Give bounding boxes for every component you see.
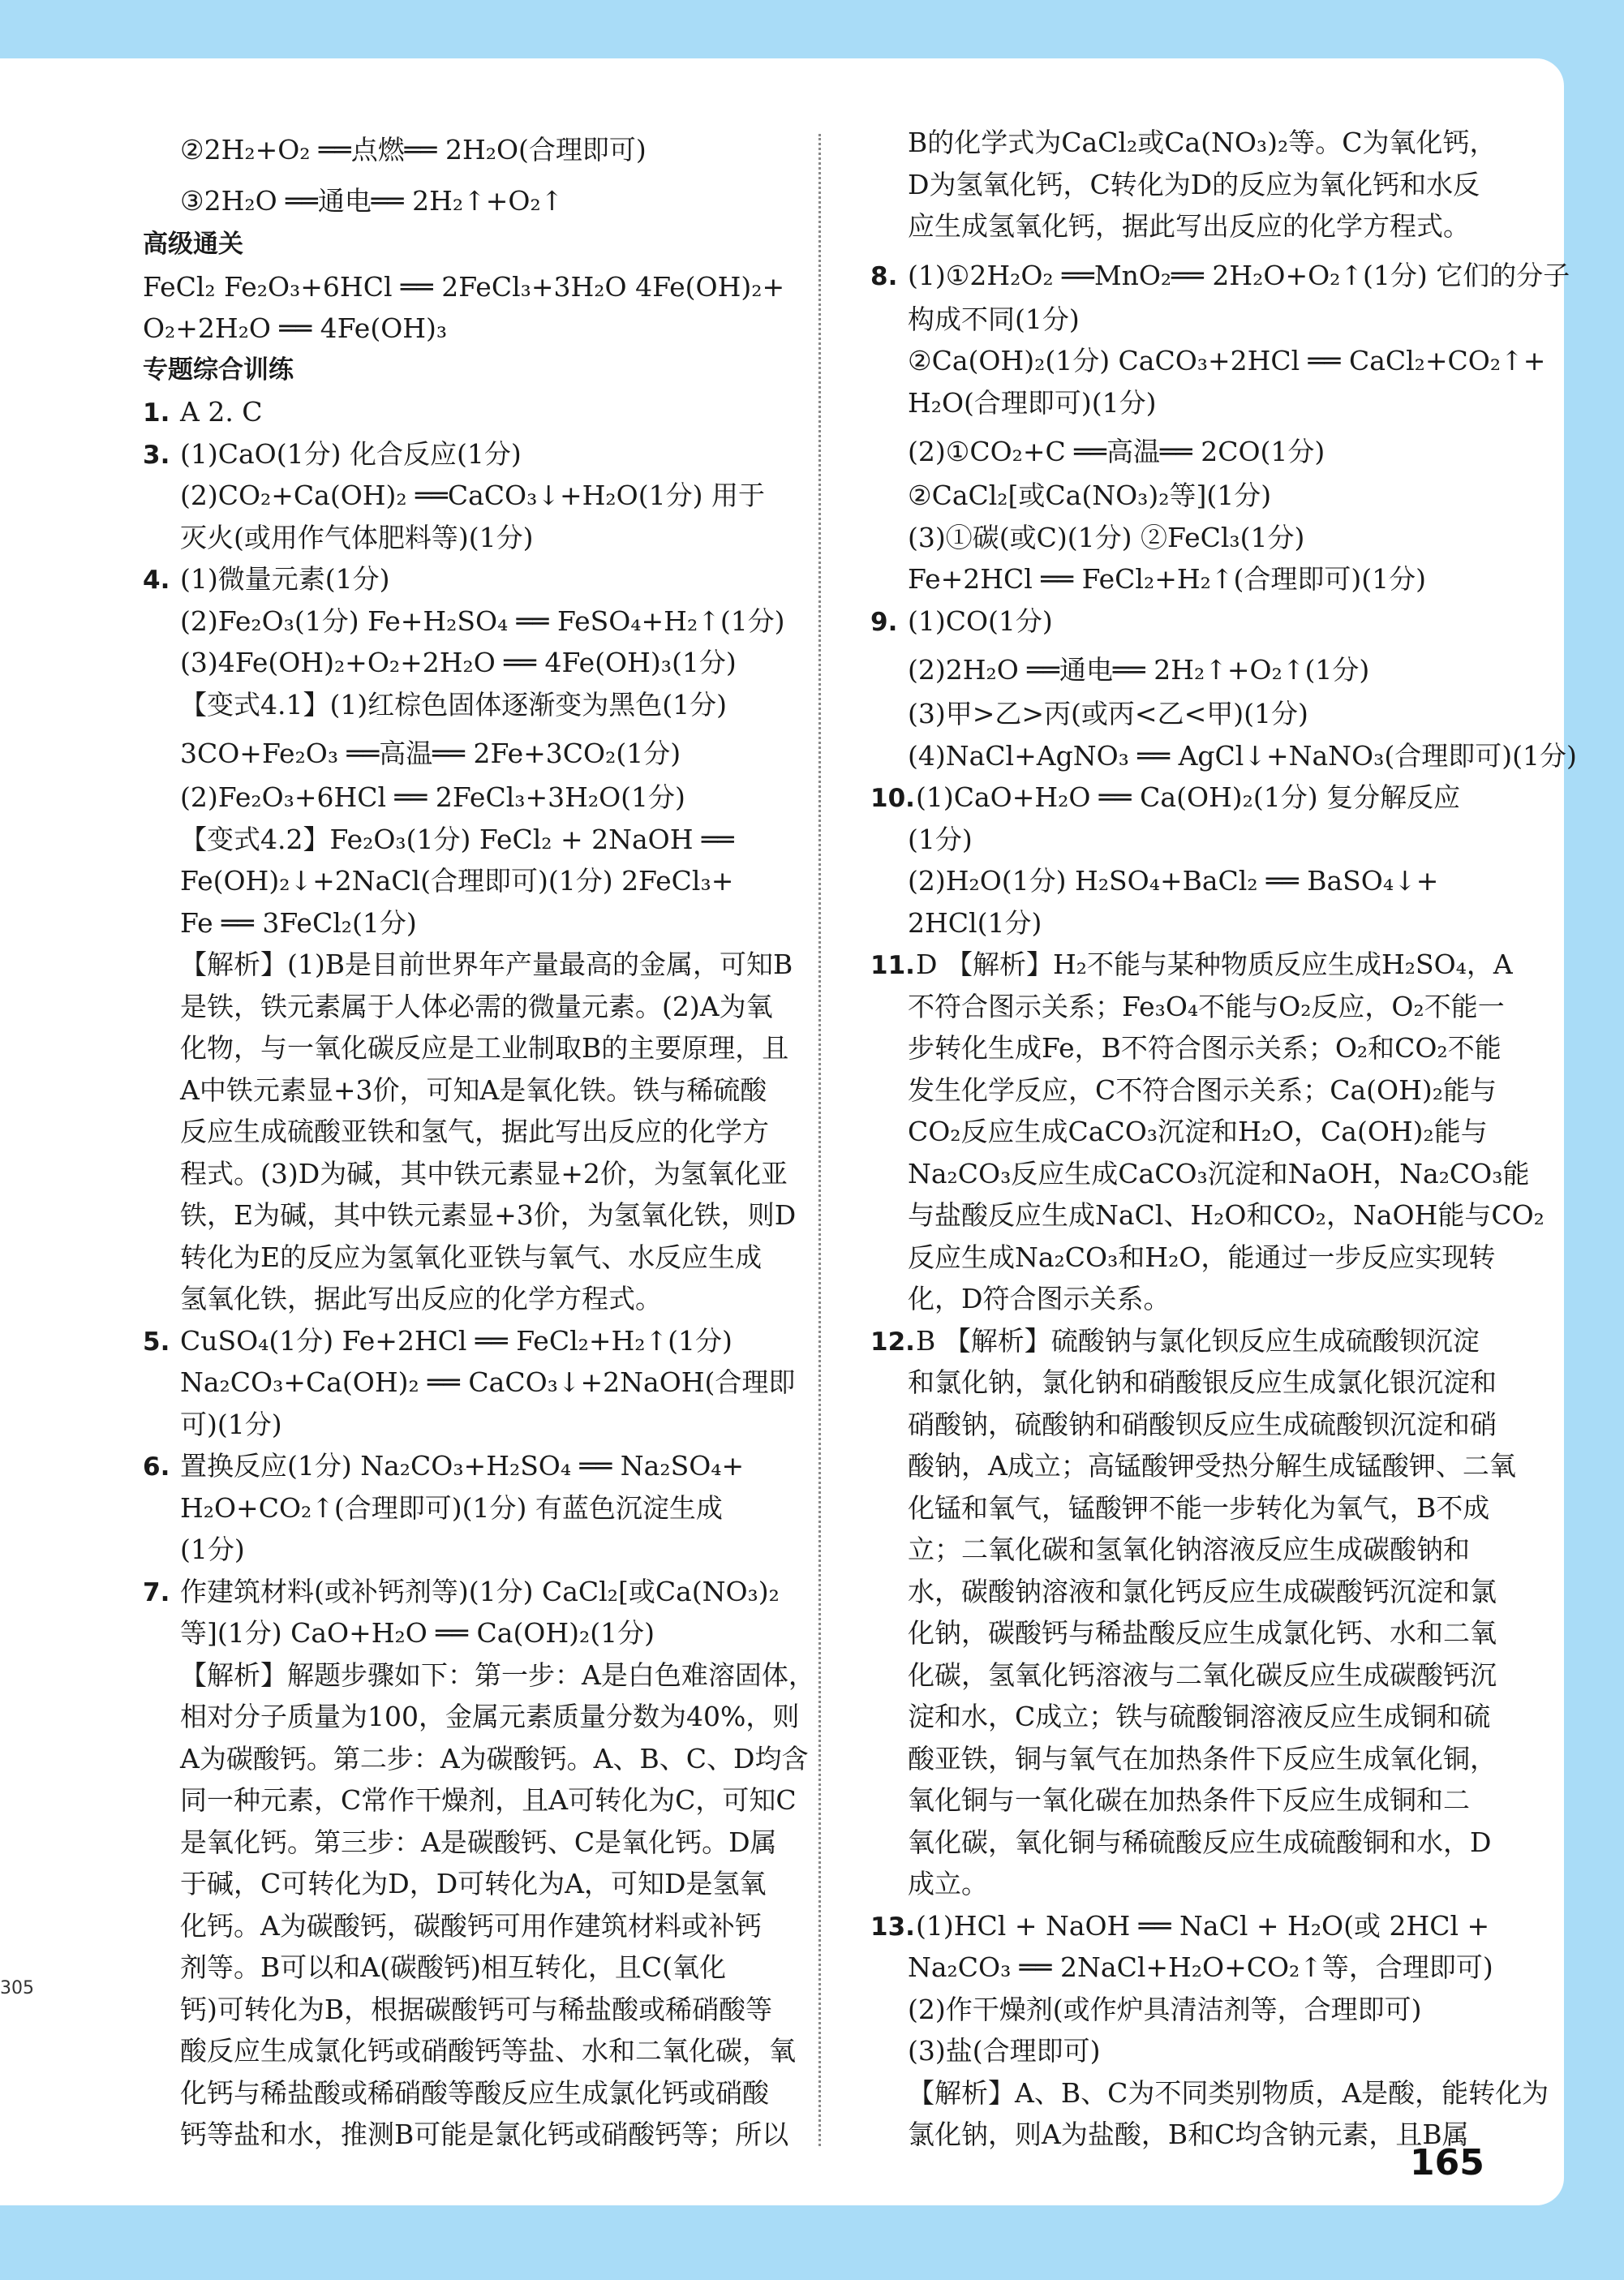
line-text: (2)Fe₂O₃+6HCl ══ 2FeCl₃+3H₂O(1分) bbox=[180, 781, 685, 813]
question-number: 8. bbox=[870, 261, 898, 291]
text-line bbox=[143, 684, 800, 726]
text-line bbox=[870, 1654, 1497, 1697]
line-text: CuSO₄(1分) Fe+2HCl ══ FeCl₂+H₂↑(1分) bbox=[180, 1324, 733, 1357]
text-line bbox=[870, 1153, 1530, 1195]
line-text: 不符合图示关系；Fe₃O₄不能与O₂反应，O₂不能一 bbox=[908, 990, 1505, 1022]
text-line bbox=[143, 1696, 800, 1738]
text-line bbox=[143, 1278, 800, 1320]
line-text: 氧化碳，氧化铜与稀硫酸反应生成硫酸铜和水，D bbox=[908, 1826, 1492, 1858]
line-text: 剂等。B可以和A(碳酸钙)相互转化，且C(氧化 bbox=[180, 1951, 726, 1983]
text-line bbox=[870, 1863, 1490, 1905]
line-text: (2)作干燥剂(或作炉具清洁剂等，合理即可) bbox=[908, 1993, 1422, 2025]
text-line bbox=[143, 944, 800, 986]
line-text: 3CO+Fe₂O₃ ══高温══ 2Fe+3CO₂(1分) bbox=[180, 738, 681, 769]
line-text: 应生成氢氧化钙，据此写出反应的化学方程式。 bbox=[908, 210, 1470, 242]
line-text: 化物，与一氧化碳反应是工业制取B的主要原理，且 bbox=[180, 1032, 789, 1064]
text-line bbox=[870, 1194, 1545, 1237]
line-text: 相对分子质量为100，金属元素质量分数为40%，则 bbox=[180, 1701, 800, 1732]
line-text: 氢氧化铁，据此写出反应的化学方程式。 bbox=[180, 1283, 662, 1314]
text-line bbox=[870, 1404, 1497, 1446]
text-line bbox=[870, 1822, 1490, 1864]
text-line bbox=[143, 642, 800, 684]
line-text: ②Ca(OH)₂(1分) CaCO₃+2HCl ══ CaCl₂+CO₂↑+ bbox=[908, 345, 1546, 376]
text-line bbox=[143, 860, 800, 902]
text-line bbox=[143, 725, 800, 776]
text-line bbox=[870, 1487, 1490, 1529]
text-line bbox=[143, 433, 800, 475]
line-text: (2)2H₂O ══通电══ 2H₂↑+O₂↑(1分) bbox=[908, 654, 1370, 686]
line-text: 氯化钠，则A为盐酸，B和C均含钠元素，且B属 bbox=[908, 2119, 1469, 2150]
line-text: (3)盐(合理即可) bbox=[908, 2035, 1101, 2067]
text-line bbox=[870, 164, 1490, 206]
line-text: Na₂CO₃+Ca(OH)₂ ══ CaCO₃↓+2NaOH(合理即 bbox=[180, 1366, 796, 1398]
line-text: 是铁，铁元素属于人体必需的微量元素。(2)A为氧 bbox=[180, 990, 773, 1022]
line-text: 钙等盐和水，推测B可能是氯化钙或硝酸钙等；所以 bbox=[180, 2119, 789, 2150]
line-text: 【解析】A、B、C为不同类别物质，A是酸，能转化为 bbox=[908, 2076, 1549, 2109]
text-line bbox=[143, 1445, 800, 1487]
text-line bbox=[143, 122, 800, 173]
line-text: 转化为E的反应为氢氧化亚铁与氧气、水反应生成 bbox=[180, 1241, 763, 1273]
text-line bbox=[143, 986, 800, 1028]
line-text: D 【解析】H₂不能与某种物质反应生成H₂SO₄，A bbox=[916, 949, 1513, 980]
text-line bbox=[870, 1529, 1490, 1571]
text-line bbox=[870, 1278, 1490, 1320]
line-text: (2)Fe₂O₃(1分) Fe+H₂SO₄ ══ FeSO₄+H₂↑(1分) bbox=[180, 604, 785, 637]
column-divider bbox=[818, 134, 821, 2146]
text-line bbox=[143, 2072, 800, 2114]
question-number: 9. bbox=[870, 607, 898, 637]
text-line bbox=[143, 266, 800, 308]
text-line bbox=[870, 1111, 1490, 1153]
text-line bbox=[870, 1027, 1502, 1069]
text-line bbox=[870, 902, 1490, 944]
text-line bbox=[143, 1529, 800, 1571]
text-line bbox=[143, 1779, 800, 1822]
text-line bbox=[870, 2114, 1490, 2156]
left-column bbox=[143, 122, 815, 2156]
line-text: 钙)可转化为B，根据碳酸钙可与稀盐酸或稀硝酸等 bbox=[180, 1993, 773, 2025]
line-text: 灭火(或用作气体肥料等)(1分) bbox=[180, 521, 534, 553]
line-text: 可)(1分) bbox=[180, 1408, 282, 1440]
line-text: 【变式4.1】(1)红棕色固体逐渐变为黑色(1分) bbox=[180, 688, 727, 721]
line-text: 高级通关 bbox=[143, 230, 243, 259]
text-line bbox=[870, 693, 1490, 735]
text-line bbox=[870, 382, 1490, 424]
right-column bbox=[870, 122, 1577, 2156]
text-line bbox=[870, 860, 1490, 902]
line-text: Na₂CO₃ ══ 2NaCl+H₂O+CO₂↑等，合理即可) bbox=[908, 1951, 1493, 1983]
line-text: 于碱，C可转化为D，D可转化为A，可知D是氢氧 bbox=[180, 1868, 767, 1899]
question-number: 1. bbox=[143, 398, 170, 428]
text-line bbox=[870, 986, 1505, 1028]
line-text: (1分) bbox=[180, 1534, 245, 1565]
text-line bbox=[870, 1947, 1493, 1989]
line-text: 化钙与稀盐酸或稀硝酸等酸反应生成氯化钙或硝酸 bbox=[180, 2076, 769, 2109]
text-line bbox=[870, 642, 1490, 693]
line-text: 立；二氧化碳和氢氧化钠溶液反应生成碳酸钠和 bbox=[908, 1534, 1470, 1565]
question-number: 11. bbox=[870, 951, 915, 980]
line-text: 水，碳酸钠溶液和氯化钙反应生成碳酸钙沉淀和氯 bbox=[908, 1575, 1497, 1607]
line-text: 反应生成硫酸亚铁和氢气，据此写出反应的化学方 bbox=[180, 1116, 769, 1147]
line-text: (2)H₂O(1分) H₂SO₄+BaCl₂ ══ BaSO₄↓+ bbox=[908, 865, 1439, 897]
text-line bbox=[143, 1738, 809, 1780]
line-text: (2)CO₂+Ca(OH)₂ ══CaCO₃↓+H₂O(1分) 用于 bbox=[180, 480, 765, 511]
line-text: 同一种元素，C常作干燥剂，且A可转化为C，可知C bbox=[180, 1784, 797, 1816]
line-text: CO₂反应生成CaCO₃沉淀和H₂O，Ca(OH)₂能与 bbox=[908, 1116, 1488, 1147]
line-text: H₂O(合理即可)(1分) bbox=[908, 386, 1157, 419]
line-text: (3)甲>乙>丙(或丙<乙<甲)(1分) bbox=[908, 698, 1308, 729]
line-text: 【解析】(1)B是目前世界年产量最高的金属，可知B bbox=[180, 949, 793, 980]
text-line bbox=[143, 1947, 800, 1989]
text-line bbox=[870, 600, 1490, 643]
text-line bbox=[143, 173, 800, 224]
text-line bbox=[870, 1069, 1497, 1112]
text-line bbox=[870, 299, 1490, 341]
line-text: (3)4Fe(OH)₂+O₂+2H₂O ══ 4Fe(OH)₃(1分) bbox=[180, 647, 737, 678]
text-line bbox=[143, 391, 800, 433]
text-line bbox=[143, 1069, 800, 1112]
text-line bbox=[870, 205, 1490, 247]
text-line bbox=[870, 1320, 1490, 1362]
text-line bbox=[870, 1905, 1490, 1947]
line-text: (1)微量元素(1分) bbox=[180, 563, 390, 595]
text-line bbox=[870, 1445, 1516, 1487]
question-number: 3. bbox=[143, 440, 170, 470]
line-text: 置换反应(1分) Na₂CO₃+H₂SO₄ ══ Na₂SO₄+ bbox=[180, 1450, 745, 1482]
text-line bbox=[143, 1362, 800, 1404]
text-line bbox=[870, 735, 1577, 777]
text-line bbox=[143, 308, 800, 350]
line-text: Fe(OH)₂↓+2NaCl(合理即可)(1分) 2FeCl₃+ bbox=[180, 865, 734, 897]
line-text: 【变式4.2】Fe₂O₃(1分) FeCl₂ + 2NaOH ══ bbox=[180, 823, 734, 855]
line-text: 酸钠，A成立；高锰酸钾受热分解生成锰酸钾、二氧 bbox=[908, 1450, 1516, 1482]
line-text: 专题综合训练 bbox=[143, 355, 294, 385]
line-text: (1)CO(1分) bbox=[908, 604, 1053, 637]
text-line bbox=[870, 1738, 1497, 1780]
text-line bbox=[870, 558, 1490, 600]
text-line bbox=[143, 1822, 800, 1864]
text-line bbox=[143, 819, 800, 861]
line-text: 反应生成Na₂CO₃和H₂O，能通过一步反应实现转 bbox=[908, 1241, 1496, 1273]
line-text: 【解析】解题步骤如下：第一步：A是白色难溶固体， bbox=[180, 1658, 815, 1691]
line-text: 是氧化钙。第三步：A是碳酸钙、C是氧化钙。D属 bbox=[180, 1826, 777, 1858]
line-text: Na₂CO₃反应生成CaCO₃沉淀和NaOH，Na₂CO₃能 bbox=[908, 1157, 1530, 1189]
text-line bbox=[143, 517, 800, 559]
line-text: 酸亚铁，铜与氧气在加热条件下反应生成氧化铜， bbox=[908, 1742, 1497, 1775]
text-line bbox=[143, 1989, 800, 2031]
line-text: 构成不同(1分) bbox=[908, 303, 1080, 335]
line-text: 成立。 bbox=[908, 1868, 988, 1899]
line-text: B的化学式为CaCl₂或Ca(NO₃)₂等。C为氧化钙， bbox=[908, 127, 1497, 158]
text-line bbox=[870, 1989, 1490, 2031]
text-line bbox=[870, 1779, 1490, 1822]
text-line bbox=[143, 2114, 800, 2156]
text-line bbox=[870, 340, 1546, 382]
question-number: 4. bbox=[143, 566, 170, 595]
text-line bbox=[143, 1111, 800, 1153]
line-text: 化锰和氧气，锰酸钾不能一步转化为氧气，B不成 bbox=[908, 1491, 1490, 1524]
question-number: 5. bbox=[143, 1327, 170, 1357]
line-text: A 2. C bbox=[180, 396, 263, 428]
text-line bbox=[870, 819, 1490, 861]
line-text: 步转化生成Fe，B不符合图示关系；O₂和CO₂不能 bbox=[908, 1032, 1502, 1064]
text-line bbox=[143, 1612, 800, 1654]
line-text: (1)①2H₂O₂ ══MnO₂══ 2H₂O+O₂↑(1分) 它们的分子 bbox=[908, 259, 1570, 291]
line-text: 等](1分) CaO+H₂O ══ Ca(OH)₂(1分) bbox=[180, 1617, 655, 1649]
line-text: D为氢氧化钙，C转化为D的反应为氧化钙和水反 bbox=[908, 168, 1480, 200]
line-text: Fe ══ 3FeCl₂(1分) bbox=[180, 906, 417, 939]
text-line bbox=[870, 776, 1490, 819]
text-line bbox=[143, 1027, 800, 1069]
line-text: 化钙。A为碳酸钙，碳酸钙可用作建筑材料或补钙 bbox=[180, 1909, 762, 1942]
text-line bbox=[870, 1612, 1497, 1654]
line-text: (1)CaO+H₂O ══ Ca(OH)₂(1分) 复分解反应 bbox=[916, 781, 1461, 813]
line-text: Fe+2HCl ══ FeCl₂+H₂↑(合理即可)(1分) bbox=[908, 563, 1427, 595]
question-number: 6. bbox=[143, 1452, 170, 1482]
text-line bbox=[870, 517, 1490, 559]
line-text: ②2H₂+O₂ ══点燃══ 2H₂O(合理即可) bbox=[180, 134, 647, 166]
question-number: 12. bbox=[870, 1327, 915, 1357]
line-text: 酸反应生成氯化钙或硝酸钙等盐、水和二氧化碳，氧 bbox=[180, 2035, 796, 2067]
line-text: (1)HCl + NaOH ══ NaCl + H₂O(或 2HCl + bbox=[916, 1909, 1490, 1942]
line-text: (1分) bbox=[908, 823, 973, 855]
text-line bbox=[143, 776, 800, 819]
line-text: (3)①碳(或C)(1分) ②FeCl₃(1分) bbox=[908, 521, 1305, 553]
text-line bbox=[870, 122, 1497, 164]
line-text: O₂+2H₂O ══ 4Fe(OH)₃ bbox=[143, 312, 448, 344]
text-line bbox=[143, 558, 800, 600]
text-line bbox=[870, 424, 1490, 475]
text-line bbox=[143, 1571, 800, 1613]
line-text: 2HCl(1分) bbox=[908, 906, 1042, 939]
line-text: 作建筑材料(或补钙剂等)(1分) CaCl₂[或Ca(NO₃)₂ bbox=[180, 1575, 780, 1607]
line-text: 发生化学反应，C不符合图示关系；Ca(OH)₂能与 bbox=[908, 1073, 1497, 1106]
line-text: (4)NaCl+AgNO₃ ══ AgCl↓+NaNO₃(合理即可)(1分) bbox=[908, 739, 1577, 772]
line-text: A为碳酸钙。第二步：A为碳酸钙。A、B、C、D均含 bbox=[180, 1742, 809, 1775]
text-line bbox=[870, 247, 1570, 299]
text-line bbox=[143, 1320, 800, 1362]
section-heading bbox=[143, 224, 800, 266]
line-text: 化钠，碳酸钙与稀盐酸反应生成氯化钙、水和二氧 bbox=[908, 1617, 1497, 1649]
text-line bbox=[143, 1194, 800, 1237]
line-text: A中铁元素显+3价，可知A是氧化铁。铁与稀硫酸 bbox=[180, 1073, 767, 1106]
text-line bbox=[143, 1863, 800, 1905]
question-number: 10. bbox=[870, 784, 915, 813]
text-line bbox=[143, 1404, 800, 1446]
question-number: 13. bbox=[870, 1912, 915, 1942]
line-text: 铁，E为碱，其中铁元素显+3价，为氢氧化铁，则D bbox=[180, 1199, 797, 1231]
question-number: 7. bbox=[143, 1577, 170, 1607]
text-line bbox=[870, 2030, 1490, 2072]
text-line bbox=[143, 1237, 800, 1279]
line-text: 氧化铜与一氧化碳在加热条件下反应生成铜和二 bbox=[908, 1784, 1470, 1816]
line-text: ②CaCl₂[或Ca(NO₃)₂等](1分) bbox=[908, 480, 1272, 511]
text-line bbox=[870, 944, 1513, 986]
line-text: 化，D符合图示关系。 bbox=[908, 1283, 1171, 1314]
text-line bbox=[143, 2030, 800, 2072]
side-number: 305 bbox=[0, 1978, 34, 1998]
text-line bbox=[143, 902, 800, 944]
text-line bbox=[870, 1362, 1497, 1404]
line-text: ③2H₂O ══通电══ 2H₂↑+O₂↑ bbox=[180, 185, 564, 217]
text-line bbox=[143, 1153, 800, 1195]
text-line bbox=[143, 1905, 800, 1947]
line-text: 硝酸钠，硫酸钠和硝酸钡反应生成硫酸钡沉淀和硝 bbox=[908, 1408, 1497, 1440]
line-text: 化碳，氢氧化钙溶液与二氧化碳反应生成碳酸钙沉 bbox=[908, 1658, 1497, 1691]
line-text: 程式。(3)D为碱，其中铁元素显+2价，为氢氧化亚 bbox=[180, 1157, 788, 1189]
text-line bbox=[143, 475, 800, 517]
line-text: 与盐酸反应生成NaCl、H₂O和CO₂，NaOH能与CO₂ bbox=[908, 1199, 1545, 1231]
text-line bbox=[143, 1487, 800, 1529]
line-text: FeCl₂ Fe₂O₃+6HCl ══ 2FeCl₃+3H₂O 4Fe(OH)₂+ bbox=[143, 270, 785, 303]
section-heading bbox=[143, 350, 800, 392]
line-text: B 【解析】硫酸钠与氯化钡反应生成硫酸钡沉淀 bbox=[916, 1324, 1480, 1357]
text-line bbox=[143, 600, 800, 643]
text-line bbox=[870, 2072, 1549, 2114]
line-text: 淀和水，C成立；铁与硫酸铜溶液反应生成铜和硫 bbox=[908, 1701, 1491, 1732]
text-line bbox=[870, 1696, 1490, 1738]
line-text: 和氯化钠，氯化钠和硝酸银反应生成氯化银沉淀和 bbox=[908, 1366, 1497, 1398]
text-line bbox=[870, 1571, 1497, 1613]
text-line bbox=[870, 1237, 1496, 1279]
page-number: 165 bbox=[1410, 2142, 1484, 2183]
text-line bbox=[143, 1654, 815, 1697]
text-line bbox=[870, 475, 1490, 517]
line-text: (1)CaO(1分) 化合反应(1分) bbox=[180, 437, 522, 470]
line-text: H₂O+CO₂↑(合理即可)(1分) 有蓝色沉淀生成 bbox=[180, 1491, 723, 1524]
line-text: (2)①CO₂+C ══高温══ 2CO(1分) bbox=[908, 436, 1325, 467]
